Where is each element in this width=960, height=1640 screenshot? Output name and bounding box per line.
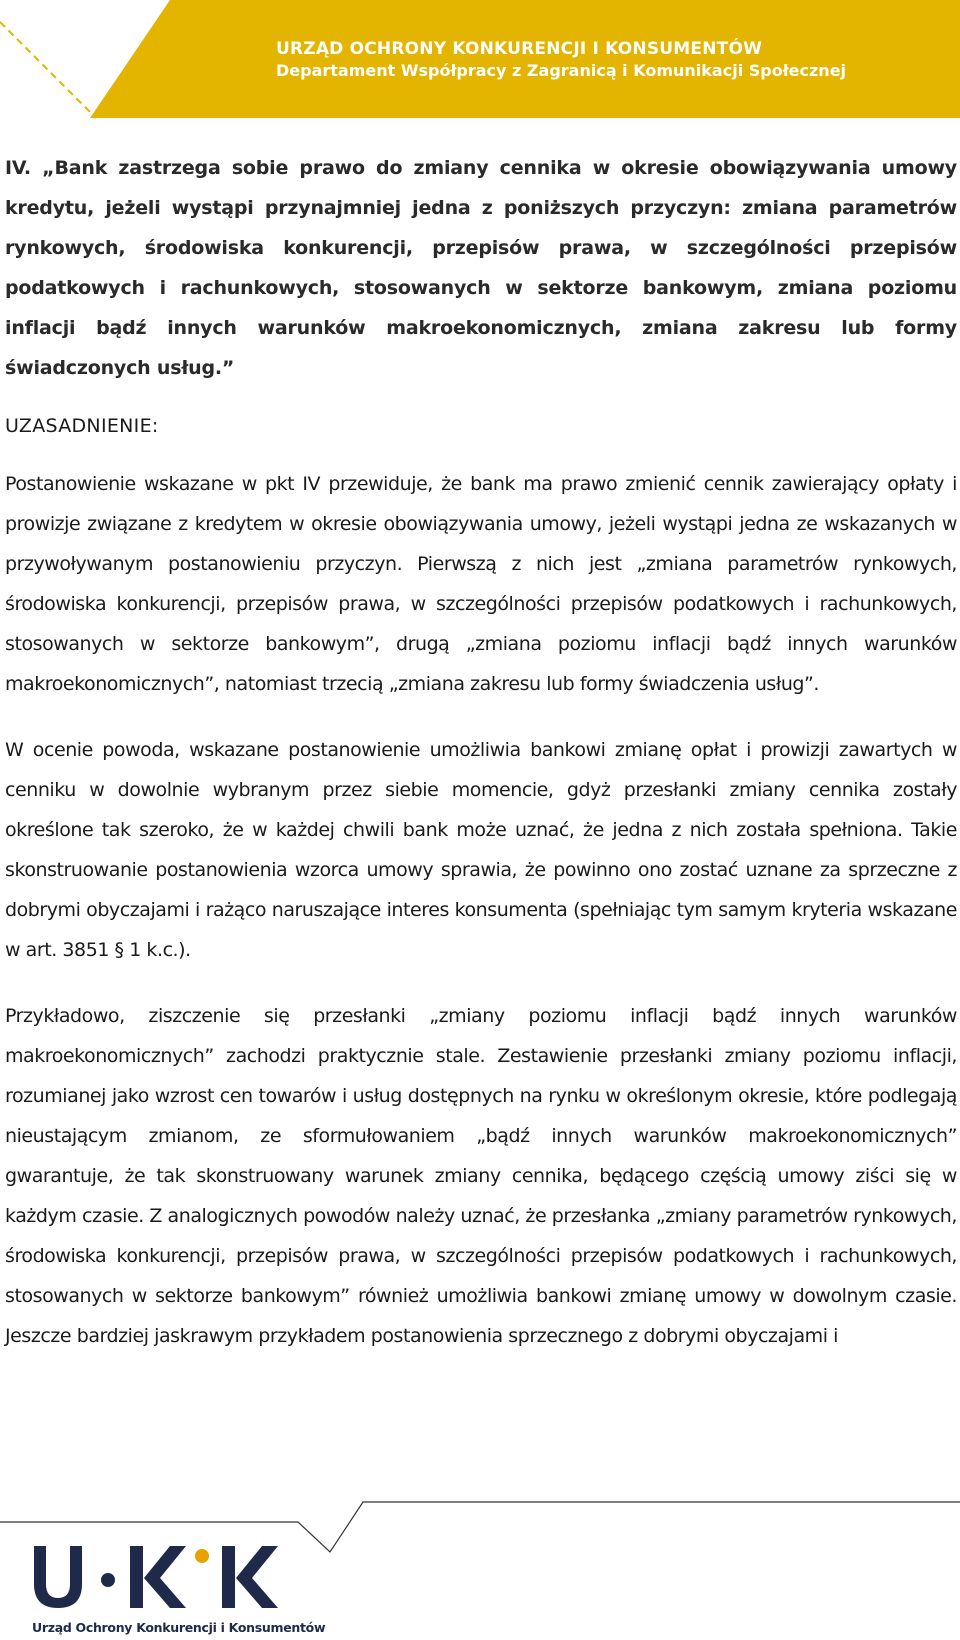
footer <box>0 1500 960 1640</box>
header-banner <box>0 0 960 120</box>
uokik-logo-icon <box>30 1542 280 1612</box>
contract-clause: IV. „Bank zastrzega sobie prawo do zmiany cennika w okresie obowiązywania umowy kredytu, jeżeli wystąpi przynajmniej jedna z poniższych przyczyn: zmiana parametrów rynkowych, środowiska konkurencji, przepisów prawa, w szczególności przepisów podatkowych i rachunkowych, stosowanych w sektorze bankowym, zmiana poziomu inflacji bądź innych warunków makroekonomicznych, zmiana zakresu lub formy świadczonych usług.” <box>5 157 957 379</box>
paragraph-3: Przykładowo, ziszczenie się przesłanki „zmiany poziomu inflacji bądź innych warunków makroekonomicznych” zachodzi praktycznie stale. Zestawienie przesłanki zmiany poziomu inflacji, rozumianej jako wzrost cen towarów i usług dostępnych na rynku w określonym okresie, które podlegają nieustającym zmianom, ze sformułowaniem „bądź innych warunków makroekonomicznych” gwarantuje, że tak skonstruowany warunek zmiany cennika, będącego częścią umowy ziści się w każdym czasie. Z analogicznych powodów należy uznać, że przesłanka „zmiany parametrów rynkowych, środowiska konkurencji, przepisów prawa, w szczególności przepisów podatkowych i rachunkowych, stosowanych w sektorze bankowym” również umożliwia bankowi zmianę umowy w dowolnym czasie. Jeszcze bardziej jaskrawym przykładem postanowienia sprzecznego z dobrymi obyczajami i <box>5 1005 957 1347</box>
paragraph-2: W ocenie powoda, wskazane postanowienie umożliwia bankowi zmianę opłat i prowizji zawartych w cenniku w dowolnie wybranym przez siebie momencie, gdyż przesłanki zmiany cennika zostały określone tak szeroko, że w każdej chwili bank może uznać, że jedna z nich została spełniona. Takie skonstruowanie postanowienia wzorca umowy sprawia, że powinno ono zostać uznane za sprzeczne z dobrymi obyczajami i rażąco naruszające interes konsumenta (spełniając tym samym kryteria wskazane w art. 3851 § 1 k.c.). <box>5 739 957 961</box>
org-name: URZĄD OCHRONY KONKURENCJI I KONSUMENTÓW <box>276 39 763 59</box>
header-dashed-line <box>0 22 96 118</box>
header-text <box>276 38 846 82</box>
document-body <box>5 148 957 1356</box>
logo-caption: Urząd Ochrony Konkurencji i Konsumentów <box>32 1620 326 1635</box>
department-name: Departament Współpracy z Zagranicą i Komunikacji Społecznej <box>276 61 847 80</box>
section-label: UZASADNIENIE: <box>5 415 159 437</box>
paragraph-1: Postanowienie wskazane w pkt IV przewiduje, że bank ma prawo zmienić cennik zawierający opłaty i prowizje związane z kredytem w okresie obowiązywania umowy, jeżeli wystąpi jedna ze wskazanych w przywoływanym postanowieniu przyczyn. Pierwszą z nich jest „zmiana parametrów rynkowych, środowiska konkurencji, przepisów prawa, w szczególności przepisów podatkowych i rachunkowych, stosowanych w sektorze bankowym”, drugą „zmiana poziomu inflacji bądź innych warunków makroekonomicznych”, natomiast trzecią „zmiana zakresu lub formy świadczenia usług”. <box>5 473 957 695</box>
